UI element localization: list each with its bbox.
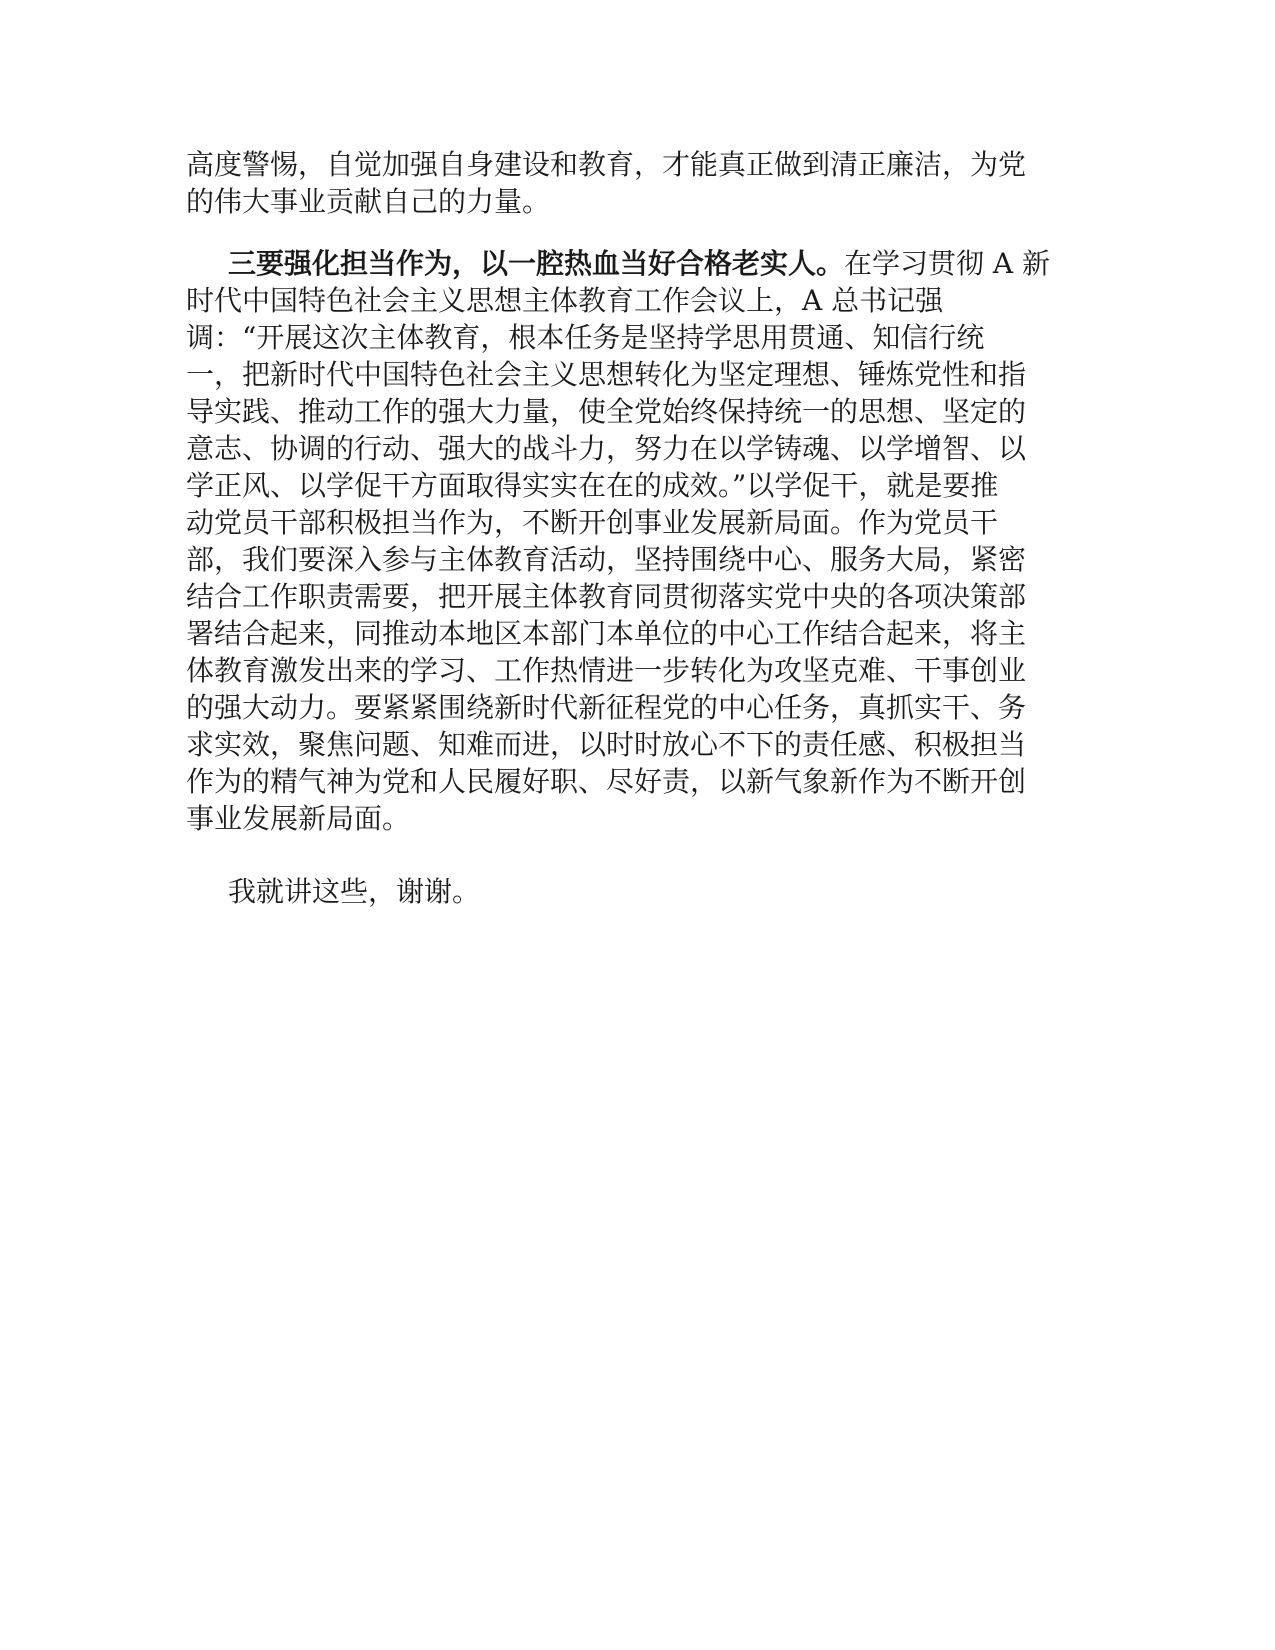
text-line: 学正风、以学促干方面取得实实在在的成效。”以学促干，就是要推	[186, 469, 999, 502]
text-line: 调：“开展这次主体教育，根本任务是坚持学思用贯通、知信行统	[186, 321, 985, 354]
text-line: 事业发展新局面。	[186, 802, 411, 835]
paragraph-2	[186, 245, 1086, 837]
text-line: 时代中国特色社会主义思想主体教育工作会议上，A 总书记强	[186, 284, 944, 317]
text-line: 导实践、推动工作的强大力量，使全党始终保持统一的思想、坚定的	[186, 395, 1027, 428]
text-line: 意志、协调的行动、强大的战斗力，努力在以学铸魂、以学增智、以	[186, 432, 1027, 465]
paragraph-2-first-line	[186, 245, 1086, 282]
text-line: 高度警惕，自觉加强自身建设和教育，才能真正做到清正廉洁，为党	[186, 148, 1027, 181]
text-line: 动党员干部积极担当作为，不断开创事业发展新局面。作为党员干	[186, 506, 999, 539]
text-line: 的强大动力。要紧紧围绕新时代新征程党的中心任务，真抓实干、务	[186, 691, 1027, 724]
text-line: 部，我们要深入参与主体教育活动，坚持围绕中心、服务大局，紧密	[186, 543, 1027, 576]
text-line: 体教育激发出来的学习、工作热情进一步转化为攻坚克难、干事创业	[186, 654, 1027, 687]
closing-remark: 我就讲这些，谢谢。	[228, 875, 481, 908]
text-line: 署结合起来，同推动本地区本部门本单位的中心工作结合起来，将主	[186, 617, 1027, 650]
text-line: 求实效，聚焦问题、知难而进，以时时放心不下的责任感、积极担当	[186, 728, 1027, 761]
text-line: 结合工作职责需要，把开展主体教育同贯彻落实党中央的各项决策部	[186, 580, 1027, 613]
paragraph-1	[186, 146, 1086, 220]
text-line: 的伟大事业贡献自己的力量。	[186, 185, 551, 218]
paragraph-3	[186, 873, 1086, 910]
section-heading: 三要强化担当作为，以一腔热血当好合格老实人。	[228, 247, 845, 280]
text-line: 作为的精气神为党和人民履好职、尽好责，以新气象新作为不断开创	[186, 765, 1027, 798]
text-line: 一，把新时代中国特色社会主义思想转化为坚定理想、锤炼党性和指	[186, 358, 1027, 391]
heading-continuation: 在学习贯彻 A 新	[844, 247, 1051, 280]
